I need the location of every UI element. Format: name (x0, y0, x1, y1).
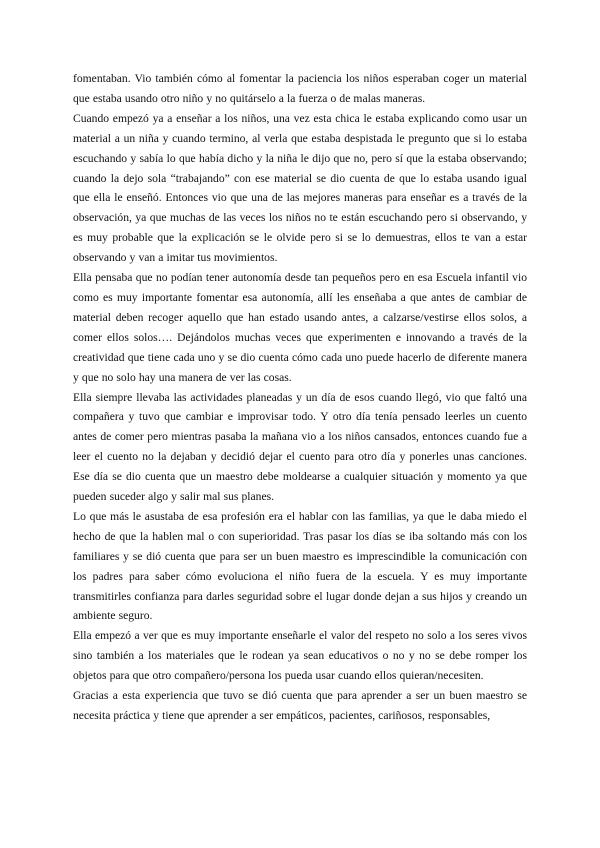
paragraph-4: Ella siempre llevaba las actividades planeadas y un día de esos cuando llegó, vio que faltó una compañera y tuvo que cambiar e improvisar todo. Y otro día tenía pensado leerles un cuento antes de comer pero mientras pasaba la mañana vio a los niños cansados, entonces cuando fue a leer el cuento no la dejaban y decidió dejar el cuento para otro día y ponerles unas canciones. Ese día se dio cuenta que un maestro debe moldearse a cualquier situación y momento ya que pueden suceder algo y salir mal sus planes. (73, 390, 527, 504)
paragraph-3: Ella pensaba que no podían tener autonomía desde tan pequeños pero en esa Escuela infantil vio como es muy importante fomentar esa autonomía, allí les enseñaba a que antes de cambiar de material deben recoger aquello que han estado usando antes, a calzarse/vestirse ellos solos, a comer ellos solos…. Dejándolos muchas veces que experimenten e innovando a través de la creatividad que tiene cada uno y se dio cuenta cómo cada uno puede hacerlo de diferente manera y que no solo hay una manera de ver las cosas. (73, 271, 527, 384)
paragraph-2: Cuando empezó ya a enseñar a los niños, una vez esta chica le estaba explicando como usar un material a un niña y cuando termino, al verla que estaba despistada le pregunto que si lo estaba escuchando y sabía lo que había dicho y la niña le dijo que no, pero sí que la estaba observando; cuando la dejo sola “trabajando” con ese material se dio cuenta de que lo estaba usando igual que ella le enseñó. Entonces vio que una de las mejores maneras para enseñar es a través de la observación, ya que muchas de las veces los niños no te están escuchando pero si observando, y es muy probable que la explicación se le olvide pero si se lo demuestras, ellos te van a estar observando y van a imitar tus movimientos. (73, 111, 527, 265)
paragraph-7: Gracias a esta experiencia que tuvo se dió cuenta que para aprender a ser un buen maestro se necesita práctica y tiene que aprender a ser empáticos, pacientes, cariñosos, responsables, (73, 689, 527, 722)
document-body (73, 69, 527, 726)
paragraph-6: Ella empezó a ver que es muy importante enseñarle el valor del respeto no solo a los seres vivos sino también a los materiales que le rodean ya sean educativos o no y no se debe romper los objetos para que otro compañero/persona los pueda usar cuando ellos quieran/necesiten. (73, 629, 527, 683)
paragraph-5: Lo que más le asustaba de esa profesión era el hablar con las familias, ya que le daba miedo el hecho de que la hablen mal o con superioridad. Tras pasar los días se iba soltando más con los familiares y se dió cuenta que para ser un buen maestro es imprescindible la comunicación con los padres para saber cómo evoluciona el niño fuera de la escuela. Y es muy importante transmitirles confianza para darles seguridad sobre el lugar donde dejan a sus hijos y creando un ambiente seguro. (73, 509, 527, 623)
paragraph-1: fomentaban. Vio también cómo al fomentar la paciencia los niños esperaban coger un material que estaba usando otro niño y no quitárselo a la fuerza o de malas maneras. (73, 72, 527, 105)
